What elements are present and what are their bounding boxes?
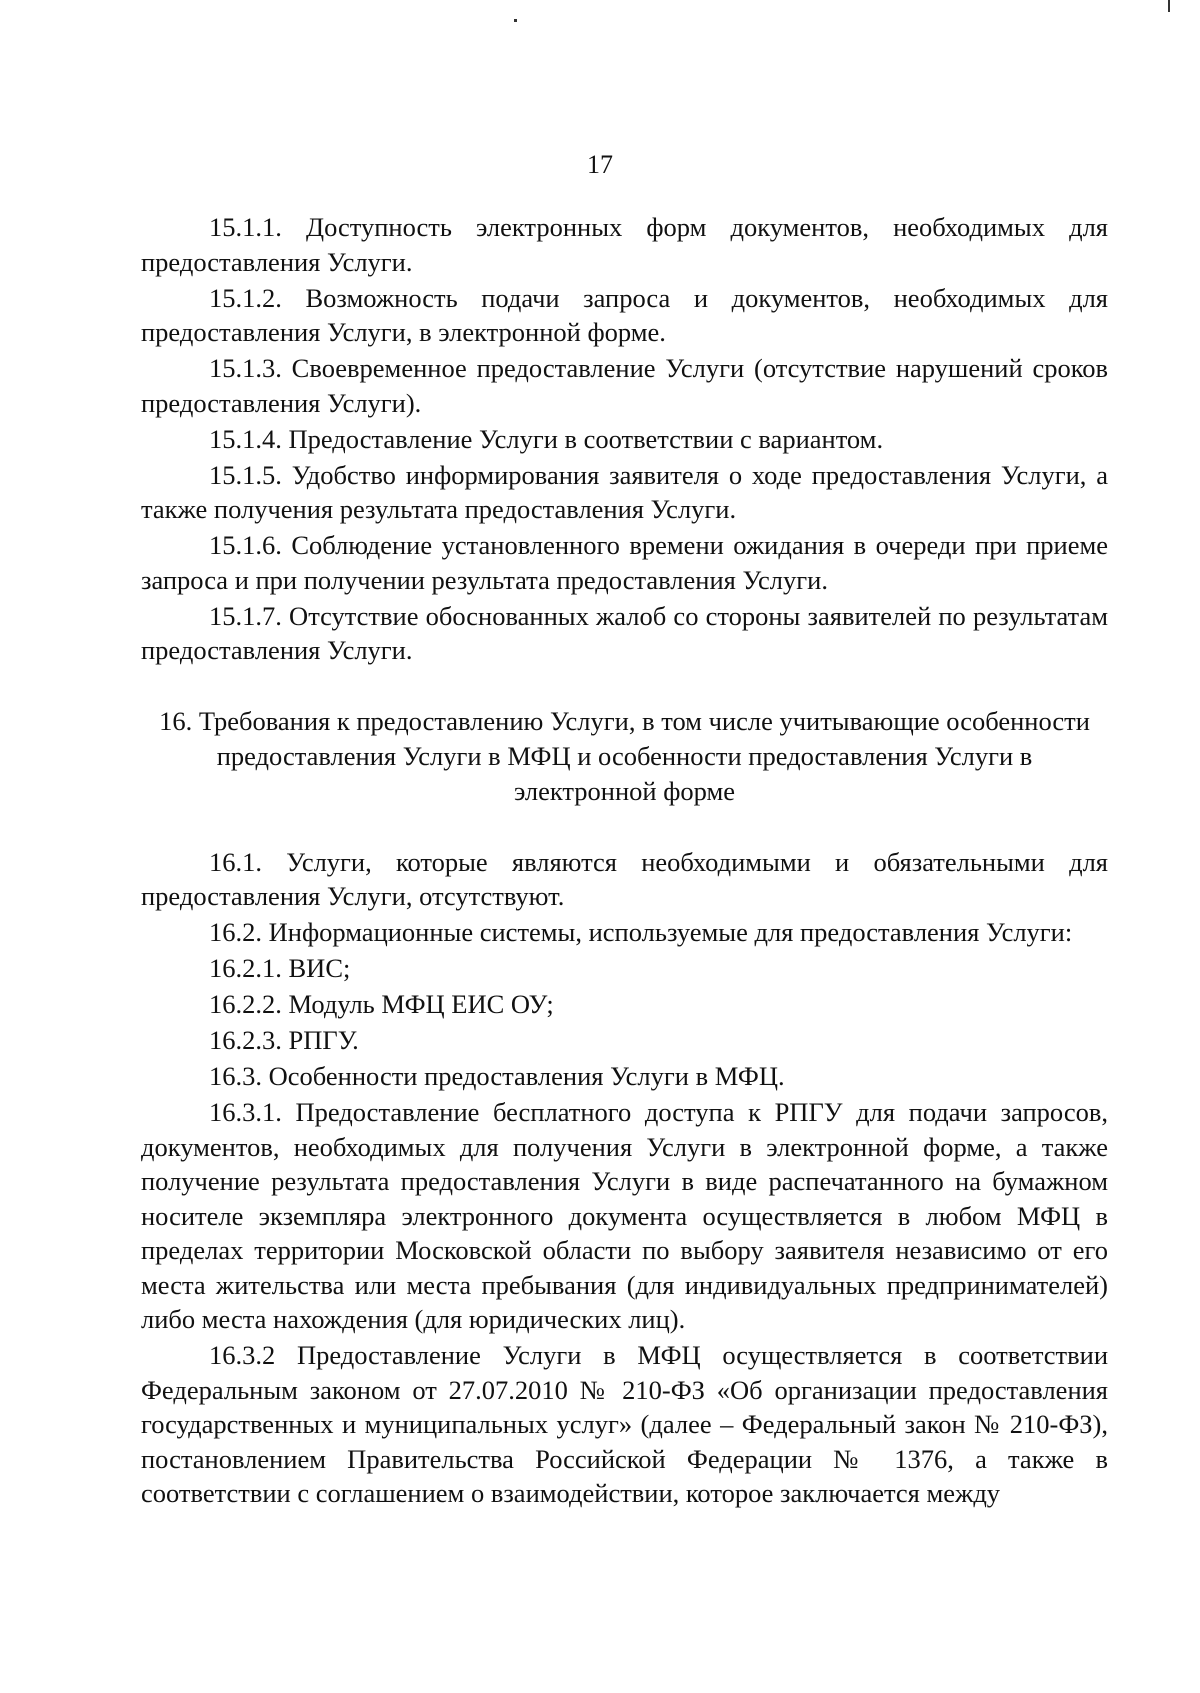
paragraph-15-1-6: 15.1.6. Соблюдение установленного времени ожидания в очереди при приеме запроса и при получении результата предоставления Услуги. [141,530,1108,595]
heading-line: предоставления Услуги в МФЦ и особенности предоставления Услуги в [216,740,1033,771]
scan-edge-line [1168,0,1170,12]
page-number: 17 [587,150,613,179]
paragraph-16-1: 16.1. Услуги, которые являются необходимыми и обязательными для предоставления Услуги, отсутствуют. [141,846,1108,911]
paragraph-15-1-1: 15.1.1. Доступность электронных форм документов, необходимых для предоставления Услуги. [141,212,1108,277]
paragraph-16-3: 16.3. Особенности предоставления Услуги в МФЦ. [209,1061,785,1091]
paragraph-16-2-1: 16.2.1. ВИС; [209,953,351,983]
paragraph-15-1-7: 15.1.7. Отсутствие обоснованных жалоб со стороны заявителей по результатам предоставления Услуги. [141,600,1108,665]
section-16-heading [141,704,1108,809]
paragraph-16-2-2: 16.2.2. Модуль МФЦ ЕИС ОУ; [209,989,554,1019]
heading-line: 16. Требования к предоставлению Услуги, в том числе учитывающие особенности [159,705,1090,736]
scan-dot [514,19,517,22]
paragraph-15-1-4: 15.1.4. Предоставление Услуги в соответствии с вариантом. [209,423,884,454]
paragraph-15-1-3: 15.1.3. Своевременное предоставление Услуги (отсутствие нарушений сроков предоставления Услуги). [141,353,1108,418]
paragraph-16-2: 16.2. Информационные системы, используемые для предоставления Услуги: [209,917,1073,947]
paragraph-15-1-5: 15.1.5. Удобство информирования заявителя о ходе предоставления Услуги, а также получения результата предоставления Услуги. [141,459,1108,524]
paragraph-16-3-2: 16.3.2 Предоставление Услуги в МФЦ осуществляется в соответствии Федеральным законом от 27.07.2010 № 210-ФЗ «Об организации предоставления государственных и муниципальных услуг» (далее – Федеральный закон № 210-ФЗ), постановлением Правительства Российской Федерации № 1376, а также в соответствии с соглашением о взаимодействии, которое заключается между [141,1340,1108,1508]
paragraph-16-3-1: 16.3.1. Предоставление бесплатного доступа к РПГУ для подачи запросов, документов, необходимых для получения Услуги в электронной форме, а также получение результата предоставления Услуги в виде распечатанного на бумажном носителе экземпляра электронного документа осуществляется в любом МФЦ в пределах территории Московской области по выбору заявителя независимо от его места жительства или места пребывания (для индивидуальных предпринимателей) либо места нахождения (для юридических лиц). [141,1097,1108,1334]
paragraph-16-2-3: 16.2.3. РПГУ. [209,1025,359,1055]
document-body [141,210,1108,1512]
heading-line: электронной форме [513,775,736,806]
paragraph-15-1-2: 15.1.2. Возможность подачи запроса и документов, необходимых для предоставления Услуги, в электронной форме. [141,282,1108,347]
